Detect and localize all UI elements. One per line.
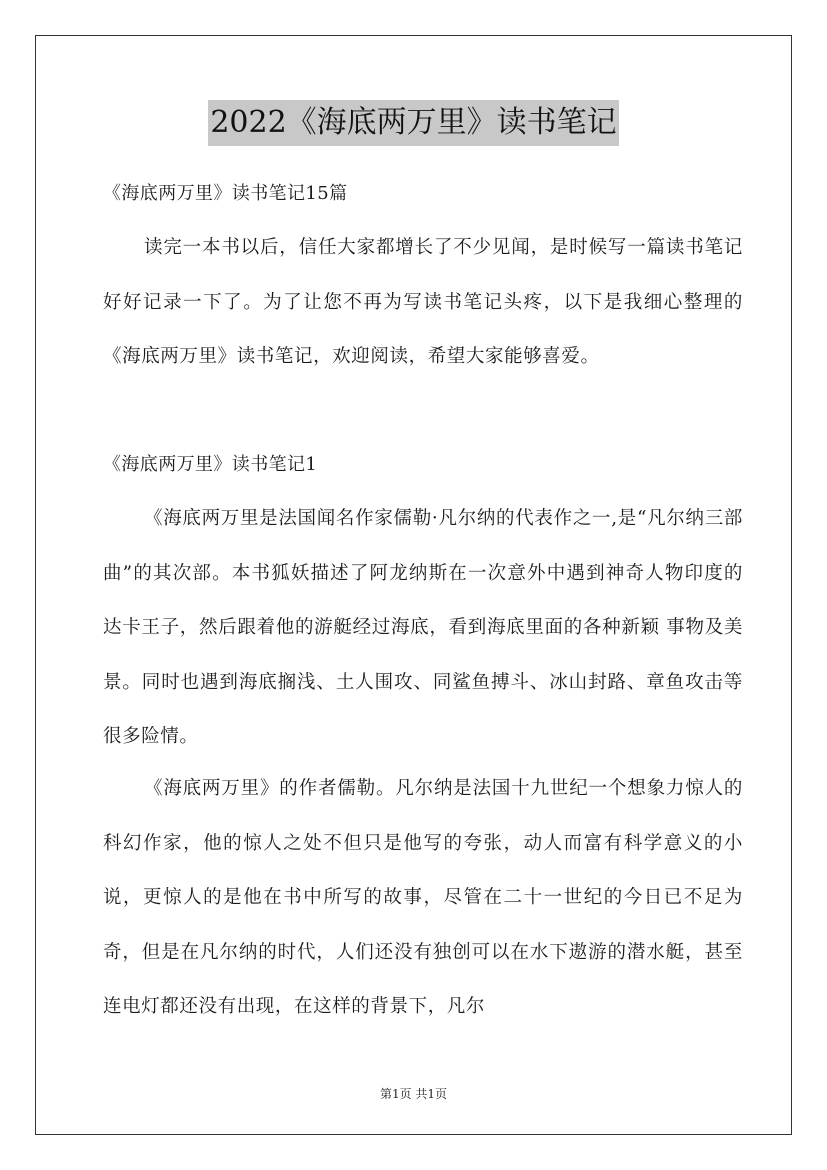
body-paragraph-2: 《海底两万里》的作者儒勒。凡尔纳是法国十九世纪一个想象力惊人的科幻作家，他的惊人之处不但只是他写的夸张，动人而富有科学意义的小说，更惊人的是他在书中所写的故事，尽管在二十一世纪的今日已不足为奇，但是在凡尔纳的时代，人们还没有独创可以在水下遨游的潜水艇，甚至连电灯都还没有出现，在这样的背景下，凡尔: [103, 778, 743, 1017]
document-subtitle: 《海底两万里》读书笔记15篇: [103, 183, 348, 204]
title-block: [0, 100, 827, 146]
body-paragraph-1: 《海底两万里是法国闻名作家儒勒·凡尔纳的代表作之一,是“凡尔纳三部曲”的其次部。本书狐妖描述了阿龙纳斯在一次意外中遇到神奇人物印度的达卡王子，然后跟着他的游艇经过海底，看到海底里面的各种新颖 事物及美景。同时也遇到海底搁浅、土人围攻、同鲨鱼搏斗、冰山封路、章鱼攻击等很多险情。: [103, 508, 743, 747]
intro-paragraph: 读完一本书以后，信任大家都增长了不少见闻，是时候写一篇读书笔记好好记录一下了。为了让您不再为写读书笔记头疼，以下是我细心整理的《海底两万里》读书笔记，欢迎阅读，希望大家能够喜爱。: [103, 237, 743, 367]
section-heading: 《海底两万里》读书笔记1: [103, 454, 318, 475]
page-footer: 第1页 共1页: [379, 1087, 448, 1101]
document-title: 2022《海底两万里》读书笔记: [208, 100, 618, 146]
